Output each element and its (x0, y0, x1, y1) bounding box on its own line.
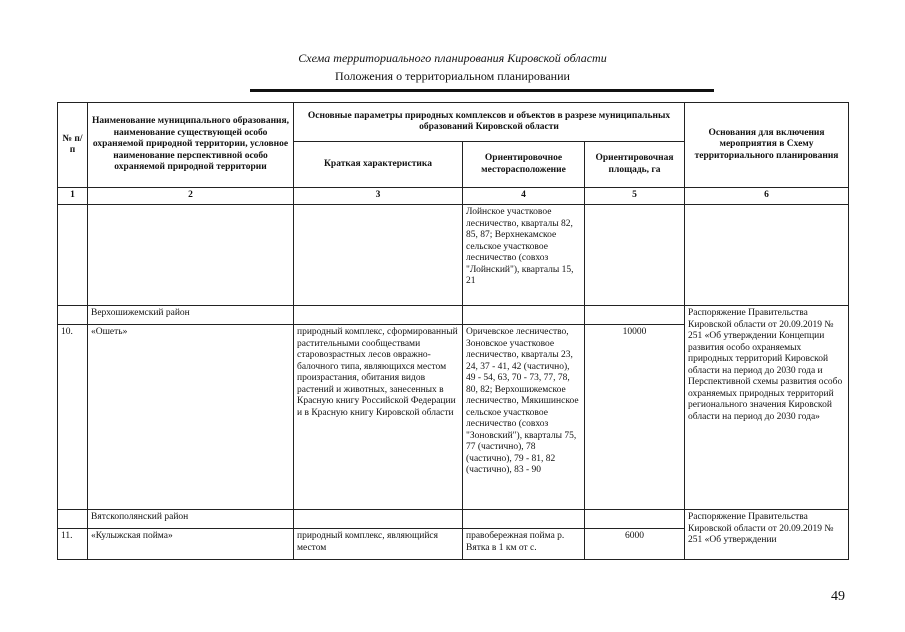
location-cell: Оричевское лесничество, Зоновское участковое лесничество, кварталы 23, 24, 37 - 41, 42 (частично), 49 - 54, 63, 70 - 73, 77, 78, 80, 82; Верхошижемское лесничество, Мякишинское сельское участковое лесничество (совхоз "Зоновский"), кварталы 75, 77 (частично), 78 (частично), 79 - 81, 82 (частично), 83 - 90 (463, 325, 585, 510)
row-number: 10. (58, 325, 88, 510)
table-row-continuation (58, 205, 849, 306)
area-cell: 6000 (585, 529, 685, 560)
header-params-group: Основные параметры природных комплексов и объектов в разрезе муниципальных образований Кировской области (294, 103, 685, 142)
col-number: 3 (294, 188, 463, 205)
territory-table (57, 102, 849, 560)
description-cell: природный комплекс, сформированный растительными сообществами старовозрастных лесов овражно-балочного типа, являющихся местом произрастания, обитания видов растений и животных, занесенных в Красную книгу Российской Федерации и в Красную книгу Кировской области (294, 325, 463, 510)
district-cell: Вятскополянский район (88, 510, 294, 529)
header-basis: Основания для включения мероприятия в Схему территориального планирования (685, 103, 849, 188)
document-title: Схема территориального планирования Кировской области (298, 51, 607, 65)
row-number: 11. (58, 529, 88, 560)
area-cell: 10000 (585, 325, 685, 510)
col-number: 6 (685, 188, 849, 205)
col-number: 5 (585, 188, 685, 205)
header-location: Ориентировочное месторасположение (463, 142, 585, 188)
header-num: № п/п (58, 103, 88, 188)
description-cell: природный комплекс, являющийся местом (294, 529, 463, 560)
col-number: 4 (463, 188, 585, 205)
location-cell: Лойнское участковое лесничество, кварталы 82, 85, 87; Верхнекамское сельское участковое лесничество (совхоз "Лойнский"), кварталы 15, 21 (463, 205, 585, 306)
basis-cell: Распоряжение Правительства Кировской области от 20.09.2019 № 251 «Об утверждении (685, 510, 849, 560)
object-name: «Кулыжская пойма» (88, 529, 294, 560)
document-header (0, 50, 905, 84)
basis-cell: Распоряжение Правительства Кировской области от 20.09.2019 № 251 «Об утверждении Концепции развития особо охраняемых природных территорий Кировской области на период до 2030 года и Перспективной схемы развития особо охраняемых природных территорий регионального значения Кировской области на период до 2030 года» (685, 306, 849, 510)
object-name: «Ошеть» (88, 325, 294, 510)
document-subtitle: Положения о территориальном планировании (335, 69, 570, 83)
location-cell: правобережная пойма р. Вятка в 1 км от с. (463, 529, 585, 560)
header-area: Ориентировочная площадь, га (585, 142, 685, 188)
header-desc: Краткая характеристика (294, 142, 463, 188)
table-header-row-1 (58, 103, 849, 142)
table-row-district (58, 306, 849, 325)
col-number: 2 (88, 188, 294, 205)
col-number: 1 (58, 188, 88, 205)
table-row-district (58, 510, 849, 529)
page-number: 49 (831, 589, 845, 604)
district-cell: Верхошижемский район (88, 306, 294, 325)
header-divider (250, 89, 714, 92)
header-name: Наименование муниципального образования, наименование существующей особо охраняемой природной территории, условное наименование перспективной особо охраняемой природной территории (88, 103, 294, 188)
column-numbers-row (58, 188, 849, 205)
